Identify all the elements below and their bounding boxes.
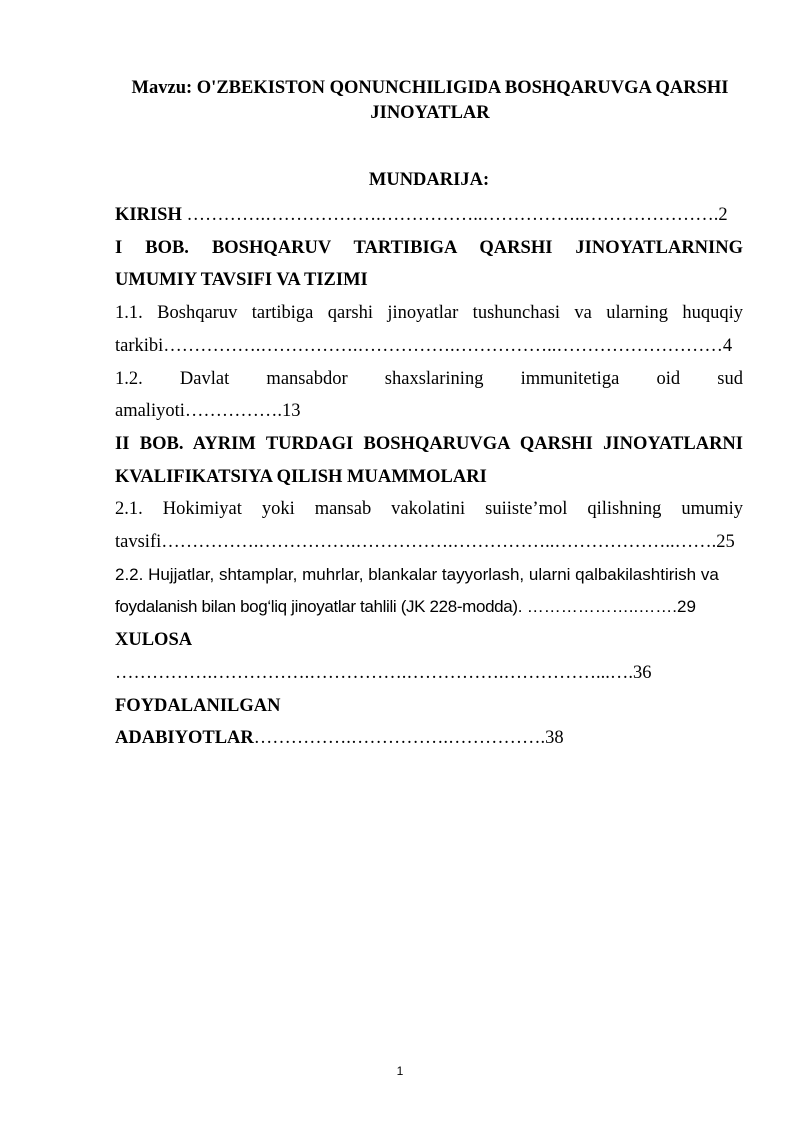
toc-section-1-2-leader: amaliyoti……………. bbox=[115, 401, 282, 422]
toc-section-2-2-line-1: 2.2. Hujjatlar, shtamplar, muhrlar, blankalar tayyorlash, ularni qalbakilashtirish va bbox=[115, 564, 719, 584]
toc-conclusion-label: XULOSA bbox=[115, 630, 193, 651]
toc-references-label: ADABIYOTLAR bbox=[115, 728, 254, 749]
toc-conclusion-page: 36 bbox=[633, 662, 652, 683]
toc-references-line-1: FOYDALANILGAN bbox=[115, 695, 281, 716]
toc-section-2-2 bbox=[115, 559, 743, 624]
toc-references-leader: …………….…………….……………. bbox=[253, 728, 546, 749]
toc-section-2-2-line-2 bbox=[115, 591, 743, 624]
toc-section-1-1-leader: tarkibi…………….…………….…………….……………..……………………… bbox=[115, 335, 723, 356]
toc-chapter-1-line-1: I BOB. BOSHQARUV TARTIBIGA QARSHI JINOYATLARNING bbox=[115, 237, 743, 258]
toc-section-2-1-page: 25 bbox=[716, 532, 735, 553]
contents-heading: MUNDARIJA: bbox=[368, 170, 490, 190]
toc-chapter-1-line-2: UMUMIY TAVSIFI VA TIZIMI bbox=[115, 270, 368, 291]
toc-section-1-2-line-2 bbox=[115, 395, 743, 428]
toc-section-2-2-page: 29 bbox=[676, 597, 696, 617]
toc-entry-intro bbox=[115, 199, 743, 232]
toc-intro-label: KIRISH bbox=[115, 205, 182, 225]
toc-section-2-1 bbox=[115, 493, 743, 558]
document-title bbox=[100, 76, 760, 126]
toc-intro-page: 2 bbox=[718, 205, 728, 225]
toc-references-page: 38 bbox=[545, 728, 564, 749]
toc-section-1-2-page: 13 bbox=[282, 401, 301, 422]
toc-section-1-1-page: 4 bbox=[722, 335, 733, 356]
toc-section-2-2-leader: ………………..……. bbox=[522, 597, 677, 617]
toc-section-1-2-line-1: 1.2. Davlat mansabdor shaxslarining immunitetiga oid sud bbox=[115, 368, 743, 389]
toc-intro-leader: ………….……………….……………..……………..…………………. bbox=[181, 205, 719, 225]
toc-section-2-1-line-2 bbox=[115, 526, 743, 559]
toc-section-1-1-line-2 bbox=[115, 330, 743, 363]
toc-section-1-2 bbox=[115, 363, 743, 428]
title-line-2: JINOYATLAR bbox=[370, 103, 490, 123]
toc-section-2-1-line-1: 2.1. Hokimiyat yoki mansab vakolatini suiiste’mol qilishning umumiy bbox=[115, 499, 743, 520]
toc-chapter-2-line-1: II BOB. AYRIM TURDAGI BOSHQARUVGA QARSHI JINOYATLARNI bbox=[115, 433, 743, 454]
toc-references-line-2 bbox=[115, 722, 743, 755]
toc-section-2-2-title-end: foydalanish bilan bog‘liq jinoyatlar tahlili (JK 228-modda). bbox=[115, 597, 523, 617]
toc-conclusion-line bbox=[115, 657, 743, 690]
page-number: 1 bbox=[396, 1064, 404, 1078]
toc-section-1-1 bbox=[115, 297, 743, 362]
toc-section-2-1-leader: tavsifi…………….…………….…………….……………..………………..……. bbox=[115, 532, 717, 553]
title-line-1: Mavzu: O'ZBEKISTON QONUNCHILIGIDA BOSHQARUVGA QARSHI bbox=[131, 78, 729, 98]
toc-chapter-2-line-2: KVALIFIKATSIYA QILISH MUAMMOLARI bbox=[115, 466, 487, 487]
table-of-contents bbox=[115, 199, 743, 755]
toc-section-1-1-line-1: 1.1. Boshqaruv tartibiga qarshi jinoyatlar tushunchasi va ularning huquqiy bbox=[115, 303, 743, 324]
toc-conclusion-leader: …………….…………….…………….…………….……………...…. bbox=[115, 662, 633, 683]
